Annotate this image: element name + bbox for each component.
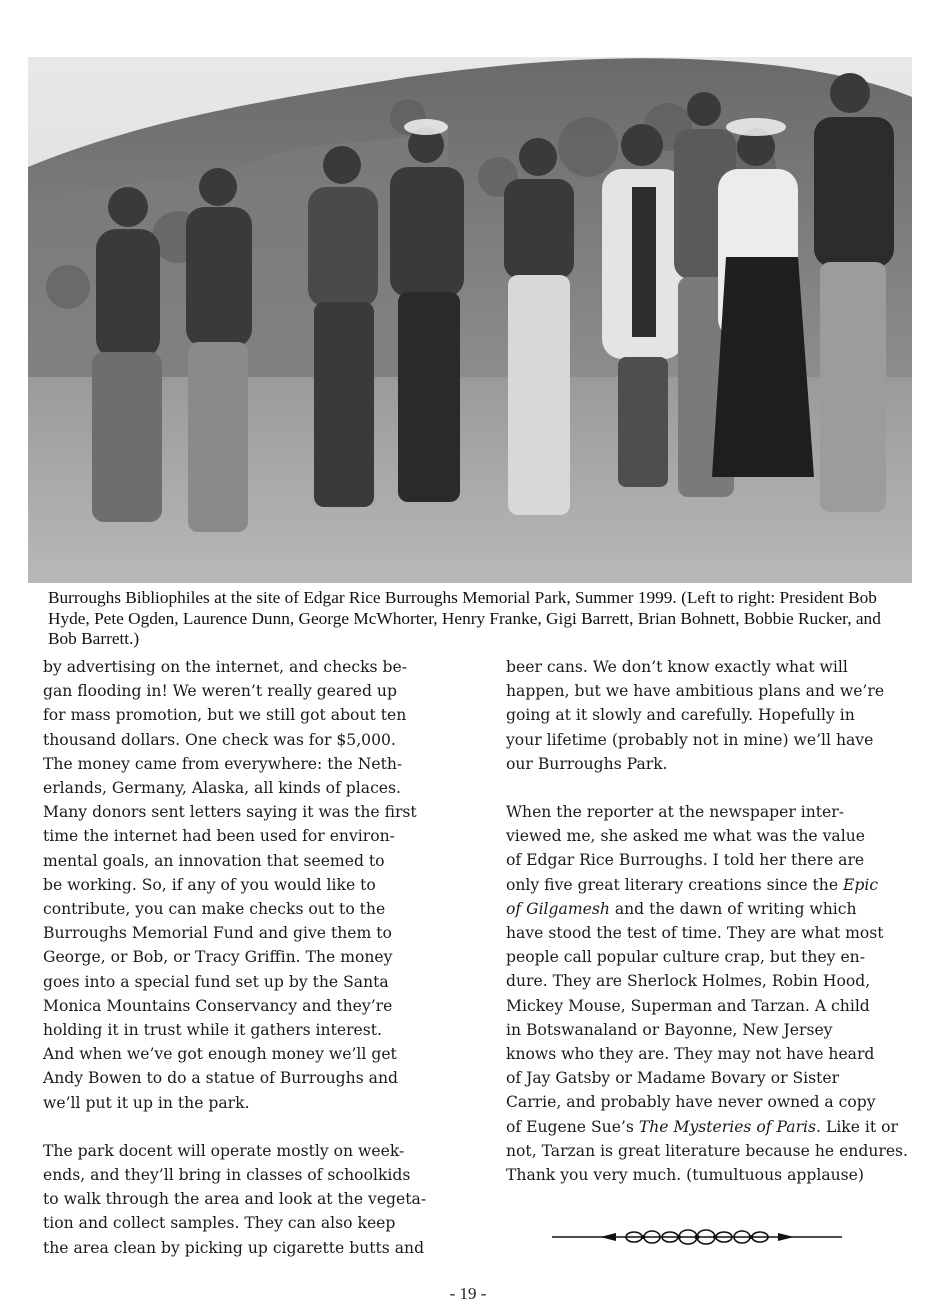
text-line: ends, and they’ll bring in classes of schoolkids bbox=[43, 1166, 411, 1185]
text-line: Monica Mountains Conservancy and they’re bbox=[43, 996, 393, 1015]
text-line: going at it slowly and carefully. Hopefully in bbox=[506, 706, 855, 725]
text-line: happen, but we have ambitious plans and we’re bbox=[506, 682, 885, 701]
text-line: of Edgar Rice Burroughs. I told her there are bbox=[506, 851, 865, 870]
text-line: thousand dollars. One check was for $5,000. bbox=[43, 730, 396, 749]
book-title-mysteries-of-paris: The Mysteries of Paris bbox=[638, 1117, 817, 1136]
photo-caption: Burroughs Bibliophiles at the site of Edgar Rice Burroughs Memorial Park, Summer 1999. (Left to right: President Bob Hyde, Pete Ogden, Laurence Dunn, George McWhorter, Henry Franke, Gigi Barrett, Brian Bohnett, Bobbie Rucker, and Bob Barrett.) bbox=[48, 588, 881, 648]
text-line bbox=[506, 1115, 902, 1139]
left-column bbox=[43, 655, 441, 1260]
text-line: knows who they are. They may not have heard bbox=[506, 1045, 875, 1064]
text-line: not, Tarzan is great literature because he endures. bbox=[506, 1141, 909, 1160]
text-line bbox=[506, 873, 902, 897]
text-line: Mickey Mouse, Superman and Tarzan. A child bbox=[506, 996, 870, 1015]
text-line: people call popular culture crap, but they en- bbox=[506, 948, 865, 967]
text-line: of Jay Gatsby or Madame Bovary or Sister bbox=[506, 1069, 840, 1088]
text-line: holding it in trust while it gathers interest. bbox=[43, 1021, 382, 1040]
text-line: Carrie, and probably have never owned a copy bbox=[506, 1093, 876, 1112]
text-line: to walk through the area and look at the vegeta- bbox=[43, 1190, 427, 1209]
right-column bbox=[506, 655, 909, 1187]
text-line: And when we’ve got enough money we’ll get bbox=[43, 1045, 397, 1064]
text-line: When the reporter at the newspaper inter- bbox=[506, 803, 844, 822]
group-photo-image bbox=[28, 57, 912, 583]
text-line: we’ll put it up in the park. bbox=[43, 1093, 250, 1112]
page-number: - 19 - bbox=[449, 1284, 487, 1303]
text-line: contribute, you can make checks out to the bbox=[43, 900, 386, 919]
text-line: dure. They are Sherlock Holmes, Robin Hood, bbox=[506, 972, 871, 991]
text-line: our Burroughs Park. bbox=[506, 754, 668, 773]
text-line: beer cans. We don’t know exactly what will bbox=[506, 658, 848, 676]
text-line: The park docent will operate mostly on week- bbox=[43, 1141, 405, 1160]
text-line: goes into a special fund set up by the Santa bbox=[43, 972, 389, 991]
text-line: George, or Bob, or Tracy Griffin. The money bbox=[43, 948, 393, 967]
text-line: have stood the test of time. They are what most bbox=[506, 924, 884, 943]
group-photo bbox=[28, 57, 912, 583]
book-title-gilgamesh: of Gilgamesh bbox=[506, 899, 610, 918]
text-line: Burroughs Memorial Fund and give them to bbox=[43, 924, 392, 943]
text-line: your lifetime (probably not in mine) we’ll have bbox=[506, 730, 874, 749]
text-line bbox=[506, 897, 902, 921]
text-line: mental goals, an innovation that seemed to bbox=[43, 851, 385, 870]
text-run: . Like it or bbox=[816, 1117, 898, 1136]
book-title-epic: Epic bbox=[843, 875, 879, 894]
text-run: only five great literary creations since the bbox=[506, 875, 844, 894]
text-line: for mass promotion, but we still got about ten bbox=[43, 706, 407, 725]
text-line: gan flooding in! We weren’t really geared up bbox=[43, 682, 397, 701]
text-line: The money came from everywhere: the Neth- bbox=[43, 754, 403, 773]
text-run: of Eugene Sue’s bbox=[506, 1117, 639, 1136]
text-line: be working. So, if any of you would like to bbox=[43, 875, 376, 894]
text-line: tion and collect samples. They can also keep bbox=[43, 1214, 396, 1233]
text-line: viewed me, she asked me what was the value bbox=[506, 827, 865, 846]
text-line: by advertising on the internet, and checks be- bbox=[43, 658, 407, 676]
text-line: Andy Bowen to do a statue of Burroughs and bbox=[43, 1069, 398, 1088]
text-line: in Botswanaland or Bayonne, New Jersey bbox=[506, 1020, 833, 1039]
text-line: Thank you very much. (tumultuous applause) bbox=[506, 1166, 864, 1185]
text-line: the area clean by picking up cigarette butts and bbox=[43, 1238, 425, 1257]
text-run: and the dawn of writing which bbox=[609, 899, 857, 918]
text-line: Many donors sent letters saying it was the first bbox=[43, 803, 417, 822]
text-line: erlands, Germany, Alaska, all kinds of places. bbox=[43, 779, 401, 798]
text-line: time the internet had been used for environ- bbox=[43, 827, 395, 846]
ornamental-divider bbox=[552, 1228, 842, 1246]
